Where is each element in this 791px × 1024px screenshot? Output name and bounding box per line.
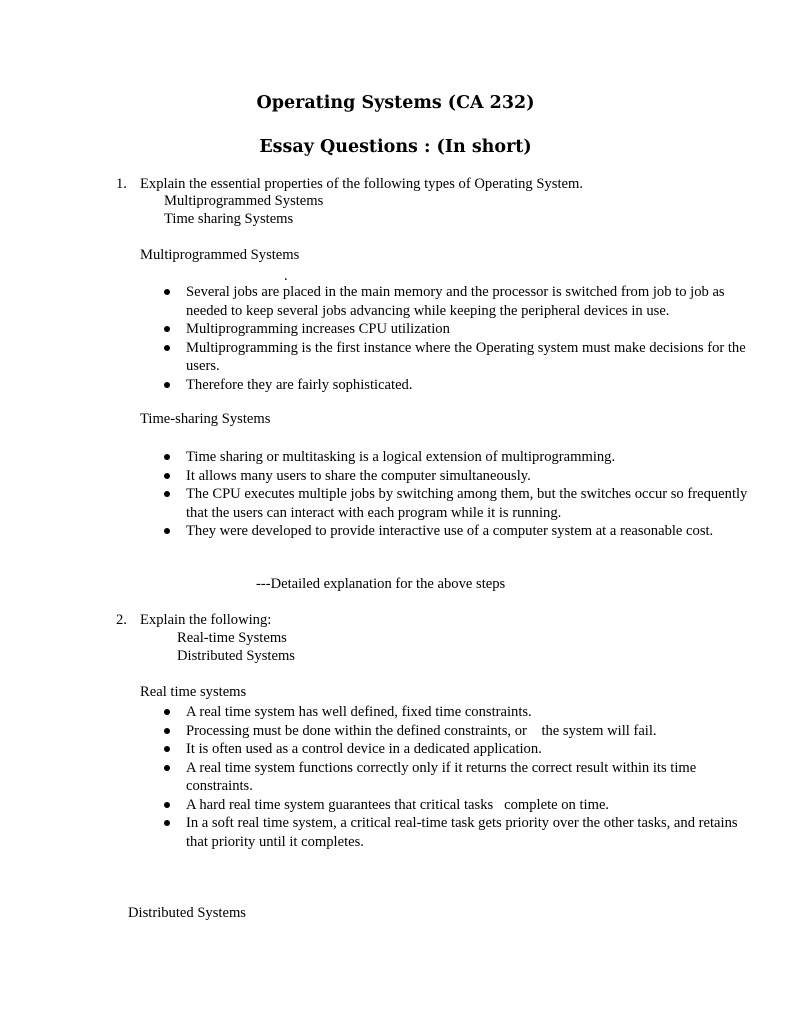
question-2-prompt: Explain the following: bbox=[140, 612, 272, 628]
realtime-bullet-list bbox=[160, 703, 750, 851]
document-subtitle: Essay Questions : (In short) bbox=[259, 137, 532, 157]
list-item-text: The CPU executes multiple jobs by switching among them, but the switches occur so frequently that the users can interact with each program while it is running. bbox=[186, 486, 748, 521]
bullet-icon bbox=[164, 345, 170, 351]
question-1-item-2: Time sharing Systems bbox=[164, 211, 294, 227]
bullet-icon bbox=[164, 491, 170, 497]
document-title: Operating Systems (CA 232) bbox=[256, 93, 535, 113]
list-item-text: Multiprogramming increases CPU utilization bbox=[186, 321, 450, 337]
bullet-icon bbox=[164, 802, 170, 808]
list-item-text: A real time system has well defined, fixed time constraints. bbox=[186, 704, 532, 720]
list-item bbox=[160, 376, 750, 395]
bullet-icon bbox=[164, 728, 170, 734]
list-item-text: In a soft real time system, a critical real-time task gets priority over the other tasks, and retains that priority until it completes. bbox=[186, 815, 738, 850]
list-item-text: Therefore they are fairly sophisticated. bbox=[186, 376, 413, 393]
list-item-text: A hard real time system guarantees that critical tasks complete on time. bbox=[186, 796, 610, 813]
list-item bbox=[160, 759, 750, 796]
timesharing-bullet-list bbox=[160, 448, 750, 541]
question-2-number: 2. bbox=[116, 612, 127, 628]
bullet-icon bbox=[164, 746, 170, 752]
list-item bbox=[160, 485, 750, 522]
list-item-text: Processing must be done within the defined constraints, or the system will fail. bbox=[186, 722, 657, 739]
list-item bbox=[160, 740, 750, 759]
question-2-item-2: Distributed Systems bbox=[177, 648, 295, 664]
realtime-heading: Real time systems bbox=[140, 684, 247, 700]
list-item-text: They were developed to provide interactive use of a computer system at a reasonable cost. bbox=[186, 523, 714, 539]
bullet-icon bbox=[164, 382, 170, 388]
question-2-item-1: Real-time Systems bbox=[177, 630, 287, 646]
bullet-icon bbox=[164, 326, 170, 332]
multiprogrammed-heading: Multiprogrammed Systems bbox=[140, 247, 300, 263]
list-item bbox=[160, 320, 750, 339]
bullet-icon bbox=[164, 473, 170, 479]
bullet-icon bbox=[164, 454, 170, 460]
multiprogrammed-bullet-list bbox=[160, 283, 750, 394]
bullet-icon bbox=[164, 709, 170, 715]
list-item-text: Multiprogramming is the first instance where the Operating system must make decisions for the users. bbox=[186, 339, 746, 374]
timesharing-heading: Time-sharing Systems bbox=[140, 411, 271, 427]
bullet-icon bbox=[164, 820, 170, 826]
list-item bbox=[160, 796, 750, 815]
list-item bbox=[160, 703, 750, 722]
detailed-explanation-note: ---Detailed explanation for the above steps bbox=[256, 576, 506, 592]
list-item-text: Several jobs are placed in the main memory and the processor is switched from job to job as needed to keep several jobs advancing while keeping the peripheral devices in use. bbox=[186, 284, 725, 319]
list-item-text: It allows many users to share the computer simultaneously. bbox=[186, 467, 531, 484]
list-item-text: It is often used as a control device in a dedicated application. bbox=[186, 741, 542, 757]
list-item bbox=[160, 283, 750, 320]
bullet-icon bbox=[164, 765, 170, 771]
bullet-icon bbox=[164, 528, 170, 534]
question-1-number: 1. bbox=[116, 176, 127, 192]
question-1-prompt: Explain the essential properties of the following types of Operating System. bbox=[140, 176, 583, 192]
list-item bbox=[160, 467, 750, 486]
list-item bbox=[160, 448, 750, 467]
list-item-text: Time sharing or multitasking is a logical extension of multiprogramming. bbox=[186, 449, 616, 465]
list-item bbox=[160, 814, 750, 851]
list-item-text: A real time system functions correctly only if it returns the correct result within its time constraints. bbox=[186, 759, 697, 794]
list-item bbox=[160, 522, 750, 541]
list-item bbox=[160, 722, 750, 741]
bullet-icon bbox=[164, 289, 170, 295]
question-1-item-1: Multiprogrammed Systems bbox=[164, 193, 324, 209]
stray-period: . bbox=[284, 268, 288, 284]
distributed-heading: Distributed Systems bbox=[128, 905, 246, 921]
list-item bbox=[160, 339, 750, 376]
